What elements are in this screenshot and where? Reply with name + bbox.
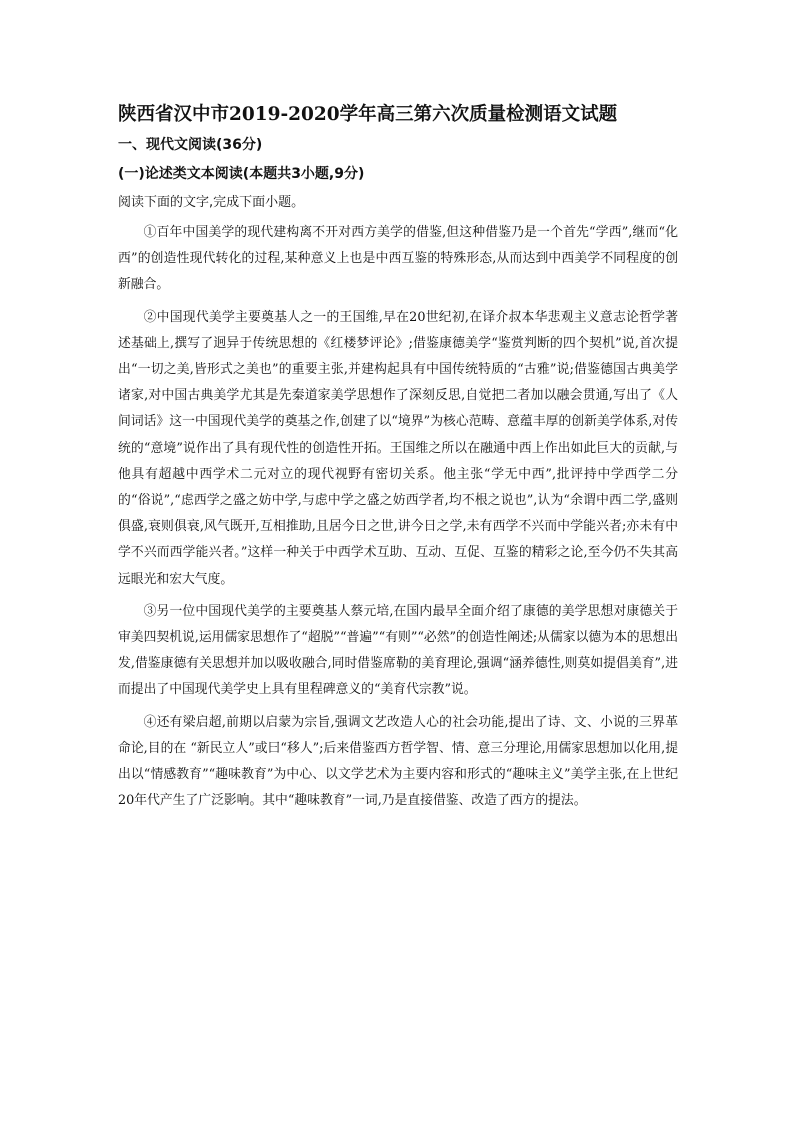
- paragraph-4: ④还有梁启超,前期以启蒙为宗旨,强调文艺改造人心的社会功能,提出了诗、文、小说的三界革命论,目的在 “新民立人”或曰“移人”;后来借鉴西方哲学智、情、意三分理论,用儒家思想加以化用,提出以“情感教育”“趣味教育”为中心、以文学艺术为主要内容和形式的“趣味主义”美学主张,在上世纪20年代产生了广泛影响。其中“趣味教育”一词,乃是直接借鉴、改造了西方的提法。: [118, 714, 678, 809]
- section-heading: 一、现代文阅读(36分): [118, 137, 263, 153]
- document-page: [118, 100, 678, 814]
- paragraph-2: ②中国现代美学主要奠基人之一的王国维,早在20世纪初,在译介叔本华悲观主义意志论哲学著述基础上,撰写了迥异于传统思想的《红楼梦评论》;借鉴康德美学“鉴赏判断的四个契机”说,首次提出“一切之美,皆形式之美也”的重要主张,并建构起具有中国传统特质的“古雅”说;借鉴德国古典美学诸家,对中国古典美学尤其是先秦道家美学思想作了深刻反思,自觉把二者加以融会贯通,写出了《人间词话》这一中国现代美学的奠基之作,创建了以“境界”为核心范畴、意蕴丰厚的创新美学体系,对传统的“意境”说作出了具有现代性的创造性开拓。王国维之所以在融通中西上作出如此巨大的贡献,与他具有超越中西学术二元对立的现代视野有密切关系。他主张“学无中西”,批评持中学西学二分的“俗说”,“虑西学之盛之妨中学,与虑中学之盛之妨西学者,均不根之说也”,认为“余谓中西二学,盛则俱盛,衰则俱衰,风气既开,互相推助,且居今日之世,讲今日之学,未有西学不兴而中学能兴者;亦未有中学不兴而西学能兴者。”这样一种关于中西学术互助、互动、互促、互鉴的精彩之论,至今仍不失其高远眼光和宏大气度。: [118, 309, 678, 587]
- reading-instruction: 阅读下面的文字,完成下面小题。: [118, 195, 305, 210]
- paragraph-1: ①百年中国美学的现代建构离不开对西方美学的借鉴,但这种借鉴乃是一个首先“学西”,继而“化西”的创造性现代转化的过程,某种意义上也是中西互鉴的特殊形态,从而达到中西美学不同程度的创新融合。: [118, 225, 678, 293]
- subsection-heading: (一)论述类文本阅读(本题共3小题,9分): [118, 166, 365, 182]
- paragraph-3: ③另一位中国现代美学的主要奠基人蔡元培,在国内最早全面介绍了康德的美学思想对康德关于审美四契机说,运用儒家思想作了“超脱”“普遍”“有则”“必然”的创造性阐述;从儒家以德为本的思想出发,借鉴康德有关思想并加以吸收融合,同时借鉴席勒的美育理论,强调“涵养德性,则莫如提倡美育”,进而提出了中国现代美学史上具有里程碑意义的“美育代宗教”说。: [118, 603, 678, 698]
- exam-title: 陕西省汉中市2019-2020学年高三第六次质量检测语文试题: [118, 104, 618, 125]
